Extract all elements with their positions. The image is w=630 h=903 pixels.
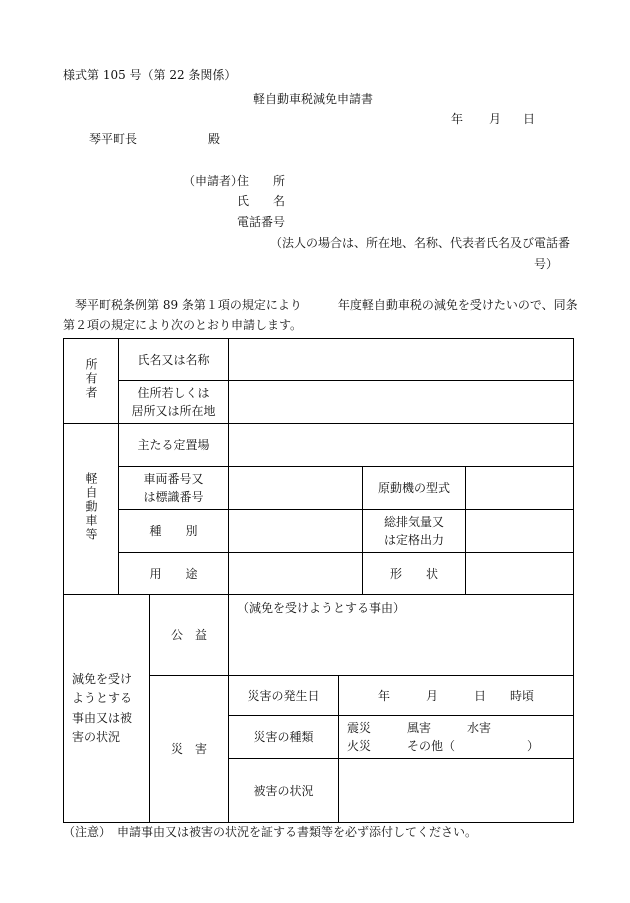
vehicle-header-cell (64, 424, 119, 595)
public-label: 公 益 (150, 595, 229, 676)
engine-type-label: 原動機の型式 (363, 467, 466, 510)
applicant-phone-label: 電話番号 (237, 215, 286, 229)
applicant-note-line1: （法人の場合は、所在地、名称、代表者氏名及び電話番 (270, 236, 571, 250)
application-table (63, 338, 574, 823)
kind-field[interactable] (229, 510, 363, 553)
date-day: 日 (523, 112, 536, 126)
engine-type-field[interactable] (466, 467, 574, 510)
damage-field[interactable] (339, 759, 574, 823)
applicant-name-label: 氏 名 (237, 194, 286, 208)
addressee-honorific: 殿 (208, 132, 221, 146)
vehicle-number-label-line2: は標識番号 (143, 490, 204, 504)
applicant-address-label: 住 所 (237, 174, 286, 188)
damage-label: 被害の状況 (229, 759, 339, 823)
owner-name-field[interactable] (229, 339, 574, 381)
vehicle-number-field[interactable] (229, 467, 363, 510)
owner-name-label: 氏名又は名称 (119, 339, 229, 381)
applicant-label: （申請者） (183, 174, 244, 188)
displacement-label-line1: 総排気量又 (384, 515, 445, 529)
storage-field[interactable] (229, 424, 574, 467)
owner-header: 所有者 (84, 357, 98, 400)
owner-header-cell (64, 339, 119, 424)
footnote: （注意） 申請事由又は被害の状況を証する書類等を必ず添付してください。 (63, 825, 478, 839)
reason-header: 減免を受けようとする事由又は被害の状況 (64, 595, 150, 823)
disaster-label: 災 害 (150, 676, 229, 823)
disaster-kind-row2: 火災 その他（ ） (347, 739, 540, 753)
vehicle-number-label-line1: 車両番号又 (143, 472, 204, 486)
kind-label: 種 別 (119, 510, 229, 553)
displacement-label (363, 510, 466, 553)
date-year: 年 (451, 112, 464, 126)
owner-address-label-line1: 住所若しくは (137, 386, 210, 400)
disaster-kind-row1: 震災 風害 水害 (347, 721, 492, 735)
owner-address-label-line2: 居所又は所在地 (131, 404, 216, 418)
body-text-line2: 第２項の規定により次のとおり申請します。 (63, 318, 303, 332)
date-month: 月 (489, 112, 502, 126)
occurrence-field[interactable]: 年 月 日 時頃 (339, 676, 574, 716)
disaster-kind-label: 災害の種類 (229, 716, 339, 759)
public-note: （減免を受けようとする事由） (237, 601, 406, 615)
shape-label: 形 状 (363, 553, 466, 595)
applicant-note-line2: 号） (534, 257, 559, 271)
use-label: 用 途 (119, 553, 229, 595)
addressee-name: 琴平町長 (89, 132, 138, 146)
storage-label: 主たる定置場 (119, 424, 229, 467)
form-number: 様式第 105 号（第 22 条関係） (63, 68, 237, 82)
owner-address-field[interactable] (229, 381, 574, 424)
occurrence-label: 災害の発生日 (229, 676, 339, 716)
use-field[interactable] (229, 553, 363, 595)
owner-address-label (119, 381, 229, 424)
vehicle-number-label (119, 467, 229, 510)
body-text-line1: 琴平町税条例第 89 条第１項の規定により 年度軽自動車税の減免を受けたいので、同条 (75, 298, 578, 312)
shape-field[interactable] (466, 553, 574, 595)
vehicle-header: 軽自動車等 (84, 471, 98, 542)
displacement-field[interactable] (466, 510, 574, 553)
disaster-kind-options[interactable] (339, 716, 574, 759)
public-note-field[interactable] (229, 595, 574, 676)
form-title: 軽自動車税減免申請書 (253, 92, 374, 106)
displacement-label-line2: は定格出力 (384, 533, 445, 547)
